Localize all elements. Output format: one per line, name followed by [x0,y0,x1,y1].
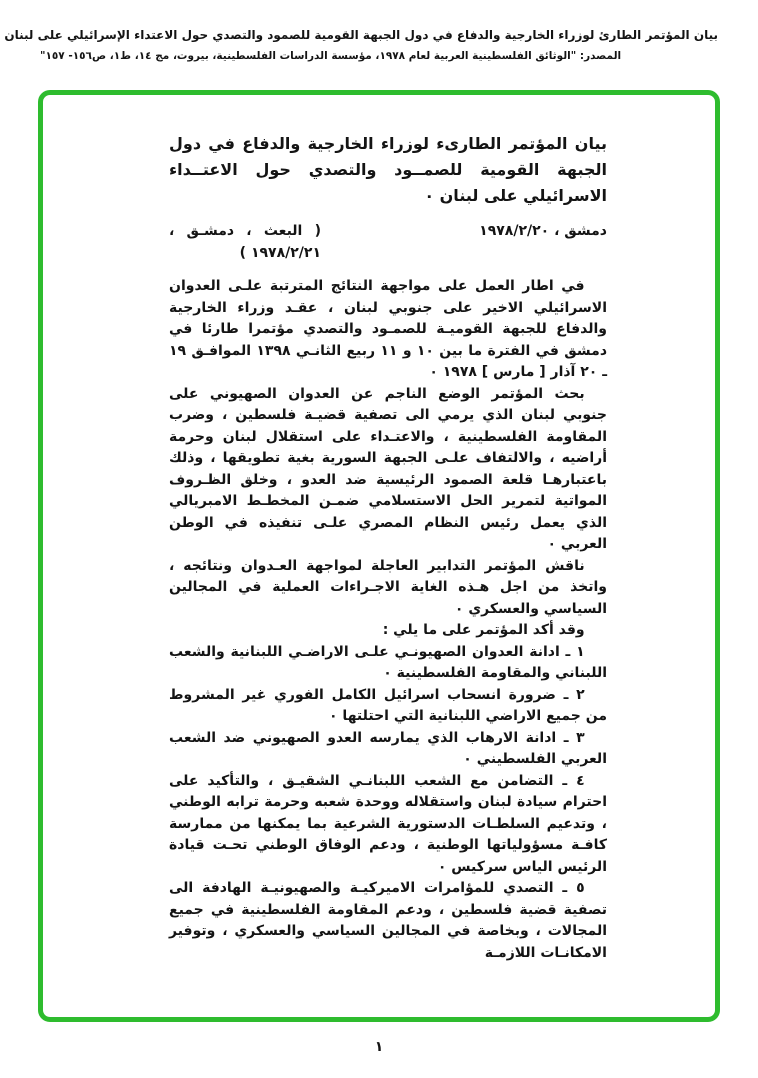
document-paragraphs [169,276,607,964]
document-title: بيان المؤتمر الطارىء لوزراء الخارجية والدفاع في دول الجبهة القومية للصمــود والتصدي حول الاعتــداء الاسرائيلي على لبنان ٠ [169,134,607,205]
document-paragraph: وقد أكد المؤتمر على ما يلي : [382,622,585,638]
document-paragraph: ٥ ـ التصدي للمؤامرات الاميركيـة والصهيونيـة الهادفة الى تصفية قضية فلسطين ، ودعم المقاومة الفلسطينية في جميع المجالات ، وبخاصة في المجالين السياسي والعسكري ، وتوفير الامكانـات اللازمـة [169,880,607,961]
page-number: ١ [374,1039,384,1055]
document-source-citation: المصدر: "الوثائق الفلسطينية العربية لعام ١٩٧٨، مؤسسة الدراسات الفلسطينية، بيروت، مج ١٤، ط١، ص١٥٦- ١٥٧" [40,50,622,62]
document-paragraph: ٤ ـ التضامن مع الشعب اللبنانـي الشقيـق ، والتأكيد على احترام سيادة لبنان واستقلاله ووحدة شعبه وحرمة ترابه الوطني ، وتدعيم السلطـات الدستورية الشرعية بما يمكنها من ممارسة كافـة مسؤولياتها الوطنية ، ودعم الوفاق الوطني تحـت قيادة الرئيس الياس سركيس ٠ [169,772,607,875]
page-header [4,28,718,62]
document-paragraph: بحث المؤتمر الوضع الناجم عن العدوان الصهيوني على جنوبي لبنان الذي يرمي الى تصفية قضيـة فلسطين ، وضرب المقاومة الفلسطينية ، والاعتـداء على استقلال لبنان وحرمة أراضيه ، والالتفاف علـى الجبهة السورية بغية تطويقها ، وذلك باعتبارهـا قلعة الصمود الرئيسية ضد العدو ، وخلق الظـروف المواتية لتمرير الحل الاستسلامي ضمـن المخطـط الامبريالي الذي يعمل رئيس النظام المصري علـى تنفيذه في الوطن العربي ٠ [169,385,607,552]
document-paragraph: ٢ ـ ضرورة انسحاب اسرائيل الكامل الفوري غير المشروط من جميع الاراضي اللبنانية التي احتلتها ٠ [169,686,607,724]
document-header-title: بيان المؤتمر الطارئ لوزراء الخارجية والدفاع في دول الجبهة القومية للصمود والتصدي حول الاعتداء الإسرائيلي على لبنان [4,28,718,42]
dateline-place-date: دمشق ، ١٩٧٨/٢/٢٠ [479,223,607,239]
document-paragraph: ناقش المؤتمر التدابير العاجلة لمواجهة العـدوان ونتائجه ، واتخذ من اجل هـذه الغاية الاجـراءات العملية في المجالين السياسي والعسكري ٠ [169,557,607,617]
document-frame [38,90,720,1022]
dateline-source-ref: ( البعث ، دمشـق ، ١٩٧٨/٢/٢١ ) [169,223,321,261]
document-paragraph: ١ ـ ادانة العدوان الصهيونـي علـى الاراضـي اللبنانية والشعب اللبناني والمقاومة الفلسطينية ٠ [169,643,607,681]
document-paragraph: ٣ ـ ادانة الارهاب الذي يمارسه العدو الصهيوني ضد الشعب العربي الفلسطيني ٠ [169,729,607,767]
page-footer [0,1036,758,1055]
dateline [169,221,607,264]
document-paragraph: في اطار العمل على مواجهة النتائج المترتبة علـى العدوان الاسرائيلي الاخير على جنوبي لبنان ، عقـد وزراء الخارجية والدفاع للجبهة القوميـة للصمـود والتصدي مؤتمرا طارئا في دمشق في الفترة ما بين ١٠ و ١١ ربيع الثانـي ١٣٩٨ الموافـق ١٩ ـ ٢٠ آذار [ مارس ] ١٩٧٨ ٠ [169,278,607,380]
document-body [169,131,607,964]
